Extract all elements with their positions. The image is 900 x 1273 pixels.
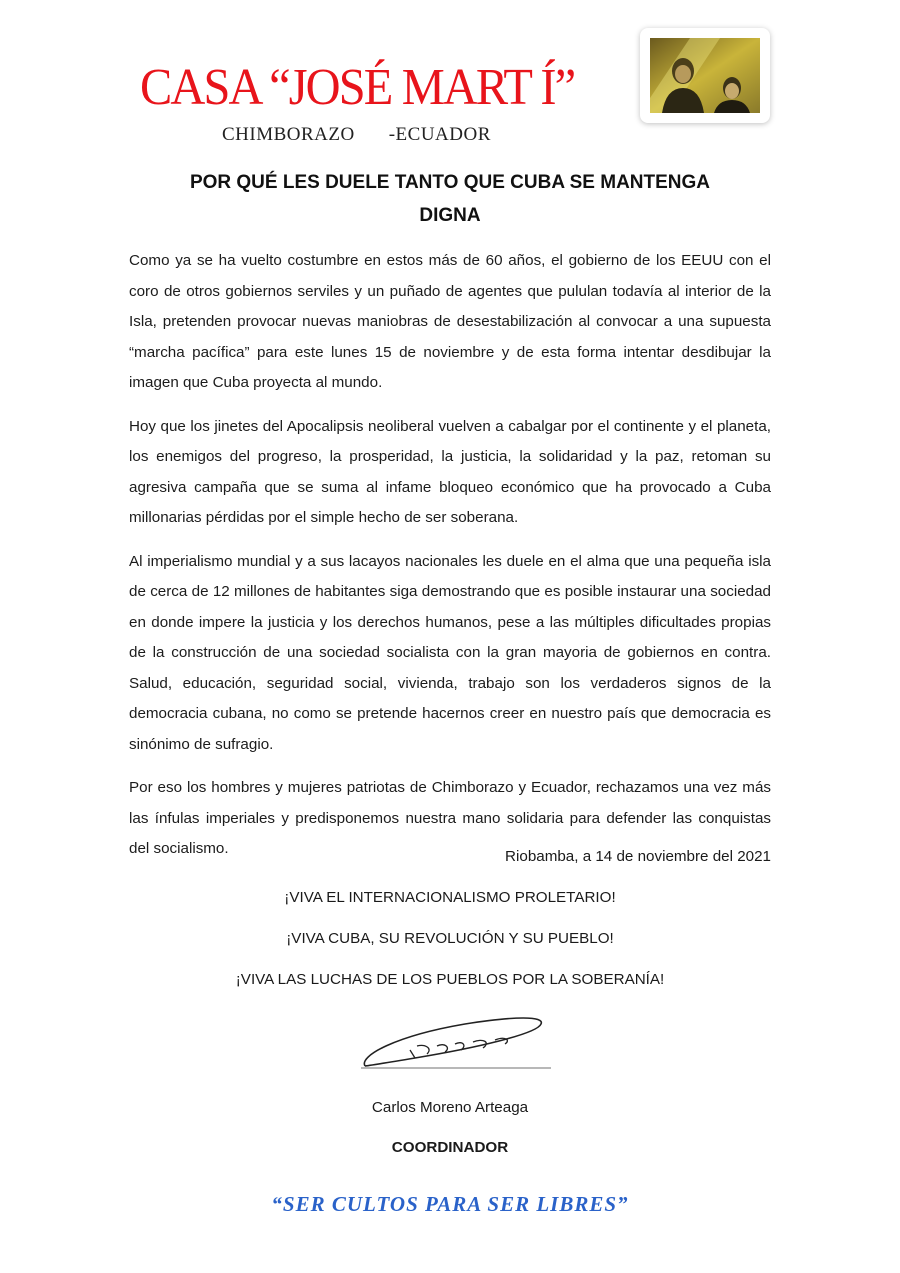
portrait-image (650, 38, 760, 113)
paragraph: Como ya se ha vuelto costumbre en estos más de 60 años, el gobierno de los EEUU con el coro de otros gobiernos serviles y un puñado de agentes que pululan todavía al interior de la Isla, pretenden provocar nuevas maniobras de desestabilización al convocar a una supuesta “marcha pacífica” para este lunes 15 de noviembre y de esta forma intentar desdibujar la imagen que Cuba proyecta al mundo. (129, 252, 771, 391)
slogans (100, 880, 800, 1003)
slogan: ¡VIVA EL INTERNACIONALISMO PROLETARIO! (284, 889, 616, 906)
paragraph: Al imperialismo mundial y a sus lacayos nacionales les duele en el alma que una pequeña isla de cerca de 12 millones de habitantes siga demostrando que es posible instaurar una sociedad en donde impere la justicia y los derechos humanos, pese a las múltiples dificultades propias de la construcción de una sociedad socialista con la gran mayoria de gobiernos en contra. Salud, educación, seguridad social, vivienda, trabajo son los verdaderos signos de la democracia cubana, no como se pretende hacernos creer en nuestro país que democracia es sinónimo de sufragio. (129, 552, 771, 753)
place-and-date: Riobamba, a 14 de noviembre del 2021 (505, 848, 771, 865)
slogan: ¡VIVA LAS LUCHAS DE LOS PUEBLOS POR LA SOBERANÍA! (235, 971, 665, 988)
slogan: ¡VIVA CUBA, SU REVOLUCIÓN Y SU PUEBLO! (286, 930, 614, 947)
title-line-2: DIGNA (419, 205, 481, 226)
letter-body (129, 246, 771, 878)
signer-name: Carlos Moreno Arteaga (371, 1099, 529, 1116)
location-province: CHIMBORAZO (222, 124, 355, 145)
location-country: -ECUADOR (388, 124, 491, 145)
footer-motto: “SER CULTOS PARA SER LIBRES” (271, 1192, 629, 1216)
paragraph: Por eso los hombres y mujeres patriotas de Chimborazo y Ecuador, rechazamos una vez más las ínfulas imperiales y predisponemos nuestra mano solidaria para defender las conquistas del socialismo. (129, 779, 771, 857)
paragraph: Hoy que los jinetes del Apocalipsis neoliberal vuelven a cabalgar por el continente y el planeta, los enemigos del progreso, la prosperidad, la justicia, la solidaridad y la paz, retoman su agresiva campaña que se suma al infame bloqueo económico que ha provocado a Cuba millonarias pérdidas por el simple hecho de ser soberana. (129, 417, 771, 526)
title-line-1: POR QUÉ LES DUELE TANTO QUE CUBA SE MANTENGA (189, 172, 711, 193)
portrait-photo (640, 28, 770, 123)
org-name: CASA “JOSÉ MART Í” (140, 59, 575, 116)
document-title (100, 166, 800, 232)
handwritten-signature (355, 1008, 555, 1078)
signer-role: COORDINADOR (391, 1139, 509, 1156)
org-location (222, 124, 491, 146)
